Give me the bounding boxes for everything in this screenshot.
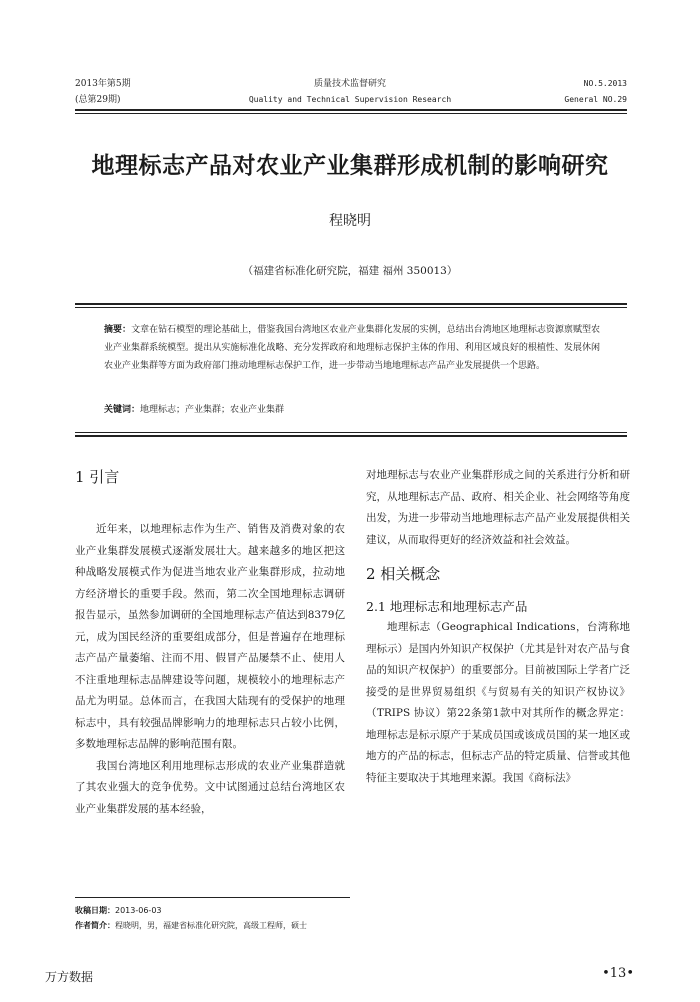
abstract xyxy=(104,321,600,375)
volume-number: NO.5.2013 xyxy=(583,79,627,88)
abstract-bottom-rule xyxy=(75,435,627,437)
paragraph: 我国台湾地区利用地理标志形成的农业产业集群造就了其农业强大的竞争优势。文中试图通过总结台湾地区农业产业集群发展的基本经验， xyxy=(75,759,345,815)
keywords-text: 地理标志；产业集群；农业产业集群 xyxy=(140,405,285,415)
section-heading-concepts: 2 相关概念 xyxy=(366,565,441,583)
header-rule-thin xyxy=(75,113,627,114)
journal-name-en: Quality and Technical Supervision Research xyxy=(248,95,452,104)
bio-value: 程晓明，男，福建省标准化研究院，高级工程师，硕士 xyxy=(115,921,307,930)
page-number: •13• xyxy=(602,966,634,981)
abstract-bottom-rule-thin xyxy=(75,432,627,433)
right-column xyxy=(366,465,630,789)
paragraph: 对地理标志与农业产业集群形成之间的关系进行分析和研究，从地理标志产品、政府、相关企业、社会网络等角度出发，为进一步带动当地地理标志产品产业发展提供相关建议，从而取得更好的经济效益和社会效益。 xyxy=(366,469,630,546)
footnote-rule xyxy=(75,897,350,898)
header-rule xyxy=(75,109,627,111)
left-column xyxy=(75,466,345,820)
bio-label: 作者简介： xyxy=(75,921,115,930)
source-watermark: 万方数据 xyxy=(45,970,94,984)
abstract-top-rule-thin xyxy=(75,307,627,308)
general-number: General NO.29 xyxy=(564,95,627,104)
subsection-heading: 2.1 地理标志和地理标志产品 xyxy=(366,599,528,614)
author-name: 程晓明 xyxy=(329,213,371,229)
abstract-top-rule xyxy=(75,303,627,305)
author-bio xyxy=(75,919,307,932)
paragraph: 地理标志（Geographical Indications，台湾称地理标示）是国内外知识产权保护（尤其是针对农产品与食品的知识产权保护）的重要部分。目前被国际上学者广泛接受的是世界贸易组织《与贸易有关的知识产权协议》（TRIPS 协议）第22条第1款中对其所作的概念界定：地理标志是标示原产于某成员国或该成员国的某一地区或地方的产品的标志，但标志产品的特定质量、信誉或其他特征主要取决于其地理来源。我国《商标法》 xyxy=(366,621,630,784)
issue-total: (总第29期) xyxy=(75,95,121,105)
abstract-label: 摘要： xyxy=(104,325,132,335)
keywords-label: 关键词： xyxy=(104,405,141,415)
paragraph: 近年来，以地理标志作为生产、销售及消费对象的农业产业集群发展模式逐渐发展壮大。越来越多的地区把这种战略发展模式作为促进当地农业产业集群形成，拉动地方经济增长的重要手段。然而，第二次全国地理标志调研报告显示，虽然参加调研的全国地理标志产值达到8379亿元，成为国民经济的重要组成部分，但是普遍存在地理标志产品产量萎缩、注而不用、假冒产品屡禁不止、使用人不注重地理标志品牌建设等问题，规模较小的地理标志产品尤为明显。总体而言，在我国大陆现有的受保护的地理标志中，具有较强品牌影响力的地理标志只占较小比例，多数地理标志品牌的影响范围有限。 xyxy=(75,523,345,750)
received-value: 2013-06-03 xyxy=(115,906,162,915)
received-label: 收稿日期： xyxy=(75,906,115,915)
keywords xyxy=(104,403,600,417)
abstract-text: 文章在钻石模型的理论基础上，借鉴我国台湾地区农业产业集群化发展的实例，总结出台湾地区地理标志资源禀赋型农业产业集群系统模型。提出从实施标准化战略、充分发挥政府和地理标志保护主体的作用、利用区域良好的根植性、发展休闲农业产业集群等方面为政府部门推动地理标志保护工作，进一步带动当地地理标志产品产业发展提供一个思路。 xyxy=(104,325,600,371)
issue-number: 2013年第5期 xyxy=(75,79,131,89)
article-title: 地理标志产品对农业产业集群形成机制的影响研究 xyxy=(91,153,609,179)
received-date xyxy=(75,904,162,917)
section-heading-introduction: 1 引言 xyxy=(75,468,120,486)
author-affiliation: （福建省标准化研究院，福建 福州 350013） xyxy=(242,265,458,277)
journal-name-cn: 质量技术监督研究 xyxy=(313,79,386,89)
